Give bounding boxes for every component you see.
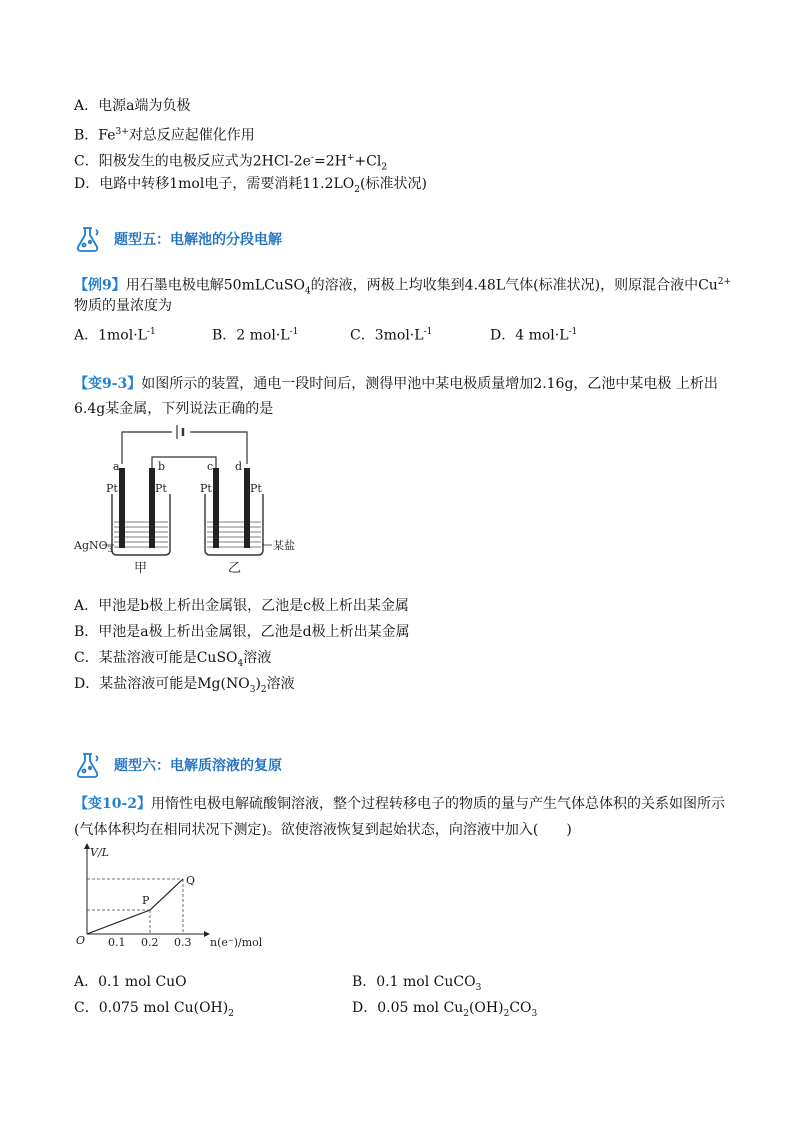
option-a: A．电源a端为负极 [74,98,191,114]
ex9-option-c: C．$3mol\cdot L^{-1}$ [350,327,433,344]
option-d: D．电路中转移1mol电子，需要消耗$11.2LO_2$(标准状况) [74,176,427,195]
label-pt-d: Pt [250,482,262,495]
section-heading-5 [74,224,282,254]
var102-option-d: D．0.05 mol $Cu_2(OH)_2CO_3$ [352,1000,538,1019]
var102-option-c: C．0.075 mol $Cu(OH)_2$ [74,1000,234,1019]
label-a: a [113,460,120,473]
ex9-option-b: B．2 $mol\cdot L^{-1}$ [212,327,299,344]
ex9-option-d: D．4 $mol\cdot L^{-1}$ [490,327,578,344]
label-salt: 某盐 [273,539,295,552]
label-yi: 乙 [228,561,242,576]
variant-9-3-line1: 【变9-3】如图所示的装置，通电一段时间后，测得甲池中某电极质量增加2.16g，乙池中某电极 上析出 [74,376,718,392]
example-9-line2: 物质的量浓度为 [74,298,172,314]
electrolysis-apparatus-figure [72,422,312,582]
x-tick-0.1: 0.1 [108,936,126,949]
var93-option-b: B．甲池是a极上析出金属银，乙池是d极上析出某金属 [74,624,410,640]
electrode-a [119,468,125,548]
var93-option-d: D．某盐溶液可能是$Mg(NO_3)_2$溶液 [74,676,295,695]
flask-icon [74,224,104,254]
variant-9-3-line2: 6.4g某金属，下列说法正确的是 [74,401,274,417]
x-tick-0.3: 0.3 [174,936,192,949]
section-title: 题型五：电解池的分段电解 [114,232,282,248]
y-axis-label: V/L [90,846,109,859]
electrode-c [213,468,219,548]
label-pt-a: Pt [106,482,118,495]
label-pt-c: Pt [200,482,212,495]
var102-option-a: A．0.1 mol CuO [74,974,187,990]
x-axis-label: n(e⁻)/mol [210,936,263,949]
ex9-option-a: A．$1mol\cdot L^{-1}$ [74,327,156,344]
x-tick-0.2: 0.2 [141,936,159,949]
var102-option-b: B．0.1 mol CuCO$_3$ [352,974,482,993]
variant-10-2-line1: 【变10-2】用惰性电极电解硫酸铜溶液，整个过程转移电子的物质的量与产生气体总体积的关系如图所示 [74,796,726,812]
volume-curve [87,879,183,934]
electrode-b [149,468,155,548]
label-pt-b: Pt [155,482,167,495]
electrode-d [244,468,250,548]
section-heading-6 [74,750,282,780]
var93-option-c: C．某盐溶液可能是CuSO$_4$溶液 [74,650,272,669]
example-9-line1: 【例9】用石墨电极电解50mLCuSO$_4$的溶液，两极上均收集到4.48L气体(标准状况)，则原混合液中$Cu^{2+}$ [74,277,732,297]
point-p-label: P [142,894,150,907]
label-c: c [207,460,214,473]
label-jia: 甲 [134,561,148,576]
option-b: B．$Fe^{3+}$对总反应起催化作用 [74,127,255,144]
label-d: d [235,460,243,473]
section-title: 题型六：电解质溶液的复原 [114,758,282,774]
variant-10-2-line2: (气体体积均在相同状况下测定)。欲使溶液恢复到起始状态，向溶液中加入( ) [74,822,572,838]
point-q-label: Q [186,874,196,887]
option-c: C．阳极发生的电极反应式为$2HCl-2e^-=2H^++Cl_2$ [74,153,388,173]
flask-icon [74,750,104,780]
label-b: b [158,460,166,473]
origin-label: O [76,934,86,947]
label-agno3: AgNO$_3$ [74,539,113,554]
var93-option-a: A．甲池是b极上析出金属银，乙池是c极上析出某金属 [74,598,409,614]
volume-electron-graph [72,842,272,952]
